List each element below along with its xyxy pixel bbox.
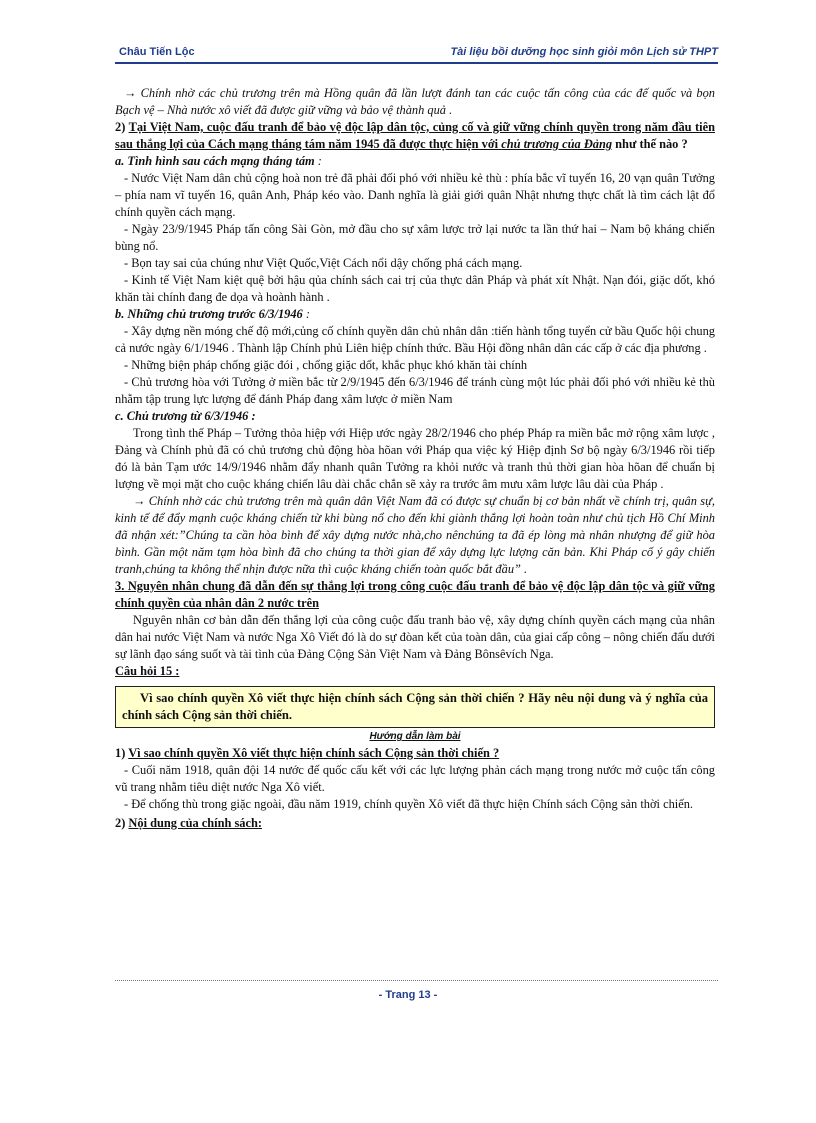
question-2-heading: 2) Tại Việt Nam, cuộc đấu tranh để bảo vệ độc lập dân tộc, củng cố và giữ vững chính quyền trong năm đầu tiên sau thắng lợi của Cách mạng tháng tám năm 1945 đã được thực hiện với chủ trương của Đảng như thế nào ? [115,120,716,151]
page-number: - Trang 13 - [378,989,438,1001]
section-b-item-3: - Chủ trương hòa với Tưởng ở miền bắc từ 2/9/1945 đến 6/3/1946 để tránh cùng một lúc phải đối phó với nhiều kẻ thù nhằm tập trung lực lượng để đánh Pháp đang xâm lược ở miền Nam [115,375,715,406]
question-15-box: Vì sao chính quyền Xô viết thực hiện chính sách Cộng sản thời chiến ? Hãy nêu nội dung và ý nghĩa của chính sách Cộng sản thời chiến. [115,686,715,728]
section-b-heading: b. Những chủ trương trước 6/3/1946 : [115,307,310,321]
paragraph-conclusion-russia: → Chính nhờ các chủ trương trên mà Hồng quân đã lần lượt đánh tan các cuộc tấn công của các đế quốc và bọn Bạch vệ – Nhà nước xô viết đã được giữ vững và bảo vệ thành quả . [115,86,715,117]
section-a-item-2: - Ngày 23/9/1945 Pháp tấn công Sài Gòn, mở đầu cho sự xâm lược trở lại nước ta lần thứ hai – Nam bộ kháng chiến bùng nổ. [115,222,715,253]
question-3-heading: 3. Nguyên nhân chung đã dẫn đến sự thắng lợi trong công cuộc đấu tranh để bảo vệ độc lập dân tộc và giữ vững chính quyền của nhân dân 2 nước trên [115,579,715,610]
arrow-icon: → [124,86,141,100]
arrow-icon: → [133,494,149,508]
answer-2-heading: 2) Nội dung của chính sách: [115,816,263,830]
header-title: Tài liệu bồi dưỡng học sinh giỏi môn Lịch sử THPT [450,46,718,58]
section-a-item-3: - Bọn tay sai của chúng như Việt Quốc,Việt Cách nổi dậy chống phá cách mạng. [124,256,523,270]
question-3-answer: Nguyên nhân cơ bản dẫn đến thắng lợi của công cuộc đấu tranh bảo vệ, xây dựng chính quyền cách mạng của nhân dân hai nước Việt Nam và nước Nga Xô Viết đó là do sự đòan kết của toàn dân, của giai cấp công – nông chiến đấu dưới sự lãnh đạo sáng suốt và tài tình của Đảng Cộng Sản Việt Nam và Đảng Bônsêvích Nga. [115,613,715,661]
answer-1-item-1: - Cuối năm 1918, quân đội 14 nước đế quốc cấu kết với các lực lượng phản cách mạng trong nước mở cuộc tấn công vũ trang nhằm tiêu diệt nước Nga Xô viết. [115,763,715,794]
section-b-item-1: - Xây dựng nền móng chế độ mới,củng cố chính quyền dân chủ nhân dân :tiến hành tổng tuyển cử bầu Quốc hội chung cả nước ngày 6/1/1946 . Thành lập Chính phủ Liên hiệp chính thức. Bầu Hội đồng nhân dân các cấp ở các địa phương . [115,324,715,355]
section-c-heading: c. Chủ trương từ 6/3/1946 : [115,409,256,423]
page-header [115,46,718,62]
question-15-label: Câu hỏi 15 : [115,664,180,678]
guide-heading: Hướng dẫn làm bài [369,731,461,742]
section-c-paragraph-2: → Chính nhờ các chủ trương trên mà quân dân Việt Nam đã có được sự chuẩn bị cơ bản nhất về chính trị, quân sự, kinh tế để đẩy mạnh cuộc kháng chiến từ khi bùng nổ cho đến khi giành thắng lợi hoàn toàn như chủ tịch Hồ Chí Minh đã nhận xét:”Chúng ta cần hòa bình để xây dựng nước nhà,cho nênchúng ta đã ép lòng mà nhân nhượng để giữ hòa bình. Gần một năm tạm hòa bình đã cho chúng ta thời gian để xây dựng lực lượng căn bản. Khi Pháp cố ý gây chiến tranh,chúng ta không thể nhịn được nữa thì cuộc kháng chiến toàn quốc bắt đầu” . [115,494,715,576]
header-author: Châu Tiến Lộc [119,46,195,58]
footer-dotted-rule [115,972,718,981]
header-rule [115,62,718,64]
page-content [115,85,715,832]
section-a-item-1: - Nước Việt Nam dân chủ cộng hoà non trẻ đã phải đối phó với nhiều kẻ thù : phía bắc vĩ tuyến 16, 20 vạn quân Tưởng – phía nam vĩ tuyến 16, quân Anh, Pháp kéo vào. Danh nghĩa là giải giới quân Nhật nhưng thực chất là tìm cách lật đổ chính quyền cách mạng. [115,171,715,219]
section-a-heading: a. Tình hình sau cách mạng tháng tám : [115,154,322,168]
section-b-item-2: - Những biện pháp chống giặc đói , chống giặc dốt, khắc phục khó khăn tài chính [124,358,528,372]
section-a-item-4: - Kinh tế Việt Nam kiệt quệ bởi hậu qủa chính sách cai trị của thực dân Pháp và phát xít Nhật. Nạn đói, giặc dốt, khó khăn tài chính đang đe dọa và hoành hành . [115,273,715,304]
answer-1-item-2: - Để chống thù trong giặc ngoài, đầu năm 1919, chính quyền Xô viết đã thực hiện Chính sách Cộng sản thời chiến. [124,797,694,811]
answer-1-heading: 1) Vì sao chính quyền Xô viết thực hiện chính sách Cộng sản thời chiến ? [115,746,500,760]
section-c-paragraph-1: Trong tình thế Pháp – Tưởng thỏa hiệp với Hiệp ước ngày 28/2/1946 cho phép Pháp ra miền bắc mở rộng xâm lược , Đảng và Chính phủ đã có chủ trương chủ động hòa hõan với Pháp qua việc ký Hiệp định Sơ bộ ngày 6/3/1946 rồi tiếp đó là bản Tạm ước 14/9/1946 nhằm đẩy nhanh quân Tưởng ra khỏi nước và tranh thủ thời gian hòa hõan để chuẩn bị lượng về mọi mặt cho cuộc kháng chiến lâu dài chắc chắn sẽ xảy ra trước âm mưu xâm lược lâu dài của Pháp . [115,426,715,491]
